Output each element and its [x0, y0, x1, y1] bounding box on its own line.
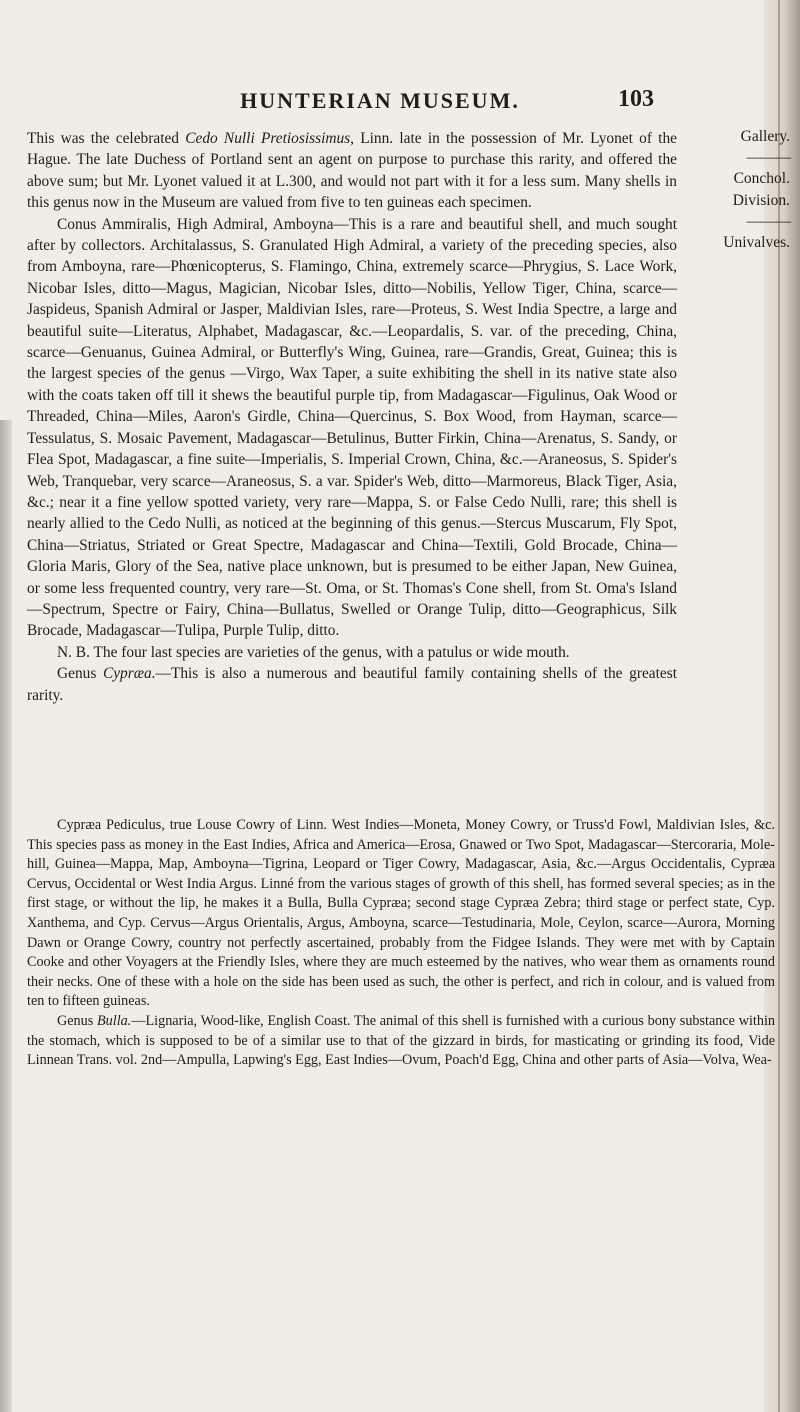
para4-genus: Cypræa. — [102, 665, 156, 683]
margin-conchol: Conchol. — [733, 170, 790, 188]
paragraph-conus-list: Conus Ammiralis, High Admiral, Amboyna—This is a rare and beautiful shell, and much sought after by collectors. Architalassus, S. Granulated High Admiral, a variety of the preceding species, also from Amboyna, rare—Phœnicopterus, S. Flamingo, China, extremely scarce—Phrygius, S. Lace Work, Nicobar Isles, ditto—Magus, Magician, Nicobar Isles, ditto—Nobilis, Yellow Tiger, China, scarce—Jaspideus, Spanish Admiral or Jasper, Maldivian Isles, rare—Proteus, S. West India Spectre, a large and beautiful suite—Literatus, Alphabet, Madagascar, &c.—Leopardalis, S. var. of the preceding, China, scarce—Genuanus, Guinea Admiral, or Butterfly's Wing, Guinea, rare—Grandis, Great, Guinea; this is the largest species of the genus —Virgo, Wax Taper, a suite exhibiting the shell in its native state also with the coats taken off till it shews the beautiful purple tip, from Madagascar—Figulinus, Oak Wood or Threaded, China—Miles, Aaron's Girdle, China—Quercinus, S. Box Wood, from Hayman, scarce—Tessulatus, S. Mosaic Pavement, Madagascar—Betulinus, Butter Firkin, China—Arenatus, S. Sandy, or Flea Spot, Madagascar, a fine suite—Imperialis, S. Imperial Crown, China, &c.—Araneosus, S. Spider's Web, Tranquebar, very scarce—Araneosus, S. a var. Spider's Web, ditto—Marmoreus, Black Tiger, Asia, &c.; near it a fine yellow spotted variety, very rare—Mappa, S. or False Cedo Nulli, rare; this shell is nearly allied to the Cedo Nulli, as noticed at the beginning of this genus.—Stercus Muscarum, Fly Spot, China—Striatus, Striated or Great Spectre, Madagascar and China—Textili, Gold Brocade, China—Gloria Maris, Glory of the Sea, native place unknown, but is presumed to be either Japan, New Guinea, or some less frequented country, very rare—St. Oma, or St. Thomas's Cone shell, from St. Oma's Island—Spectrum, Spectre or Fairy, China—Bullatus, Swelled or Orange Tulip, ditto—Geographicus, Silk Brocade, Madagascar—Tulipa, Purple Tulip, ditto. — [27, 215, 677, 640]
para4-start: Genus — [57, 665, 103, 683]
main-text-column — [27, 128, 677, 706]
margin-division: Division. — [732, 191, 790, 209]
margin-dash-1: ——— — [746, 149, 790, 167]
para4-rest: —This is also a numerous and beautiful family containing shells of the greatest rarity. — [27, 665, 677, 704]
paragraph-cypraea-list: Cypræa Pediculus, true Louse Cowry of Linn. West Indies—Moneta, Money Cowry, or Truss'd Fowl, Maldivian Isles, &c. This species pass as money in the East Indies, Africa and America—Erosa, Gnawed or Two Spot, Madagascar—Stercoraria, Mole-hill, Guinea—Mappa, Map, Amboyna—Tigrina, Leopard or Tiger Cowry, Madagascar, Asia, &c.—Argus Occidentalis, Cypræa Cervus, Occidental or West India Argus. Linné from the various stages of growth of this shell, has formed several species; as in the first stage, or without the lip, he makes it a Bulla, Bulla Cypræa; second stage Cypræa Zebra; third stage or perfect state, Cyp. Xanthema, and Cyp. Cervus—Argus Orientalis, Argus, Amboyna, scarce—Testudinaria, Mole, Ceylon, scarce—Aurora, Morning Dawn or Orange Cowry, country not perfectly ascertained, probably from the Fidgee Islands. They were met with by Captain Cooke and other Voyagers at the Friendly Isles, where they are much esteemed by the natives, who wear them as ornaments round their necks. One of these with a hole on the side has been used as such, the other is perfect, and rich in colour, and is valued from ten to fifteen guineas. — [27, 817, 775, 1010]
margin-univalves: Univalves. — [723, 234, 790, 252]
paragraph-genus-cypraea — [27, 663, 677, 706]
paragraph-nb-note: N. B. The four last species are varieties of the genus, with a patulus or wide mouth. — [57, 643, 570, 661]
para6-rest: —Lignaria, Wood-like, English Coast. The animal of this shell is furnished with a curious bony substance within the stomach, which is supposed to be of a similar use to that of the gizzard in birds, for masticating or grinding its food, Vide Linnean Trans. vol. 2nd—Ampulla, Lapwing's Egg, East Indies—Ovum, Poach'd Egg, China and other parts of Asia—Volva, Wea- — [27, 1012, 775, 1069]
para6-start: Genus — [57, 1012, 98, 1029]
paragraph-genus-bulla — [27, 1012, 775, 1071]
secondary-text-column — [27, 816, 775, 1071]
paragraph-cedo-nulli — [27, 128, 677, 214]
margin-notes — [680, 126, 790, 253]
page-edge-shadow — [0, 420, 12, 1412]
para1-rest: Linn. late in the possession of Mr. Lyonet of the Hague. The late Duchess of Portland sent an agent on purpose to purchase this rarity, and offered the above sum; but Mr. Lyonet valued it at L.300, and would not part with it for a less sum. Many shells in this genus now in the Museum are valued from five to ten guineas each specimen. — [27, 130, 677, 212]
page-number: 103 — [618, 86, 654, 112]
para1-species: Cedo Nulli Pretiosissimus, — [185, 130, 355, 147]
margin-gallery: Gallery. — [740, 128, 790, 145]
margin-dash-2: ——— — [746, 212, 790, 230]
para1-start: This was the celebrated — [27, 130, 186, 147]
running-title: HUNTERIAN MUSEUM. — [240, 88, 520, 113]
para6-genus: Bulla. — [97, 1012, 132, 1029]
